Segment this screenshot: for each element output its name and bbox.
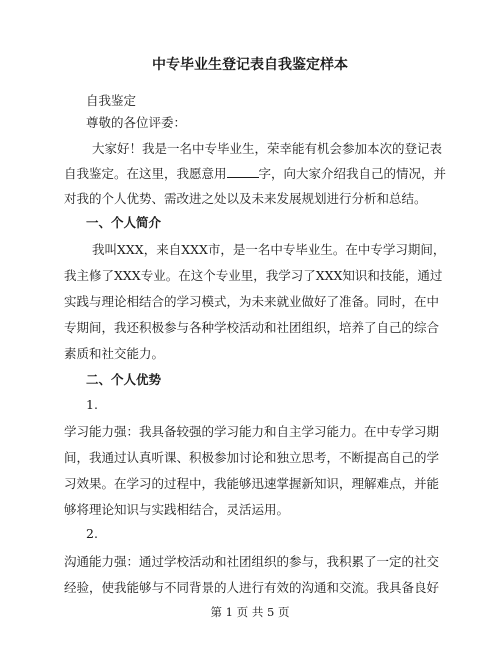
- section-heading-strengths: 二、个人优势: [86, 372, 162, 387]
- section1-line-2: 我主修了XXX专业。在这个专业里，我学习了XXX知识和技能，通过: [64, 268, 443, 283]
- item2-line-1: 沟通能力强：通过学校活动和社团组织的参与，我积累了一定的社交: [64, 554, 440, 569]
- item2-line-2: 经验，使我能够与不同背景的人进行有效的沟通和交流。我具备良好: [64, 580, 440, 595]
- section1-line-3: 实践与理论相结合的学习模式，为未来就业做好了准备。同时，在中: [64, 294, 440, 309]
- intro-line-1: 大家好！我是一名中专毕业生，荣幸能有机会参加本次的登记表: [92, 141, 443, 156]
- word-count-blank: [227, 177, 259, 178]
- page-number-footer: 第 1 页 共 5 页: [210, 605, 290, 619]
- section-heading-intro: 一、个人简介: [86, 215, 162, 230]
- item1-line-2: 间，我通过认真听课、积极参加讨论和独立思考，不断提高自己的学: [64, 450, 440, 465]
- list-item-number-1: 1.: [86, 397, 98, 412]
- intro-line-3: 对我的个人优势、需改进之处以及未来发展规划进行分析和总结。: [64, 191, 427, 206]
- section1-line-1: 我叫XXX，来自XXX市，是一名中专毕业生。在中专学习期间，: [92, 242, 446, 257]
- item1-line-3: 习效果。在学习的过程中，我能够迅速掌握新知识，理解难点，并能: [64, 476, 440, 491]
- intro-line-2: [64, 164, 447, 182]
- item1-line-1: 学习能力强：我具备较强的学习能力和自主学习能力。在中专学习期: [64, 424, 440, 439]
- item1-line-4: 够将理论知识与实践相结合，灵活运用。: [64, 502, 290, 517]
- document-title: 中专毕业生登记表自我鉴定样本: [152, 57, 348, 73]
- intro-line-2-end: 字，向大家介绍我自己的情况，并: [258, 166, 447, 181]
- section1-line-5: 素质和社交能力。: [64, 346, 165, 361]
- section1-line-4: 专期间，我还积极参与各种学校活动和社团组织，培养了自己的综合: [64, 320, 440, 335]
- intro-line-2-start: 自我鉴定。在这里，我愿意用: [64, 166, 227, 181]
- subtitle: 自我鉴定: [86, 93, 137, 108]
- list-item-number-2: 2.: [86, 526, 98, 541]
- salutation: 尊敬的各位评委：: [86, 115, 187, 130]
